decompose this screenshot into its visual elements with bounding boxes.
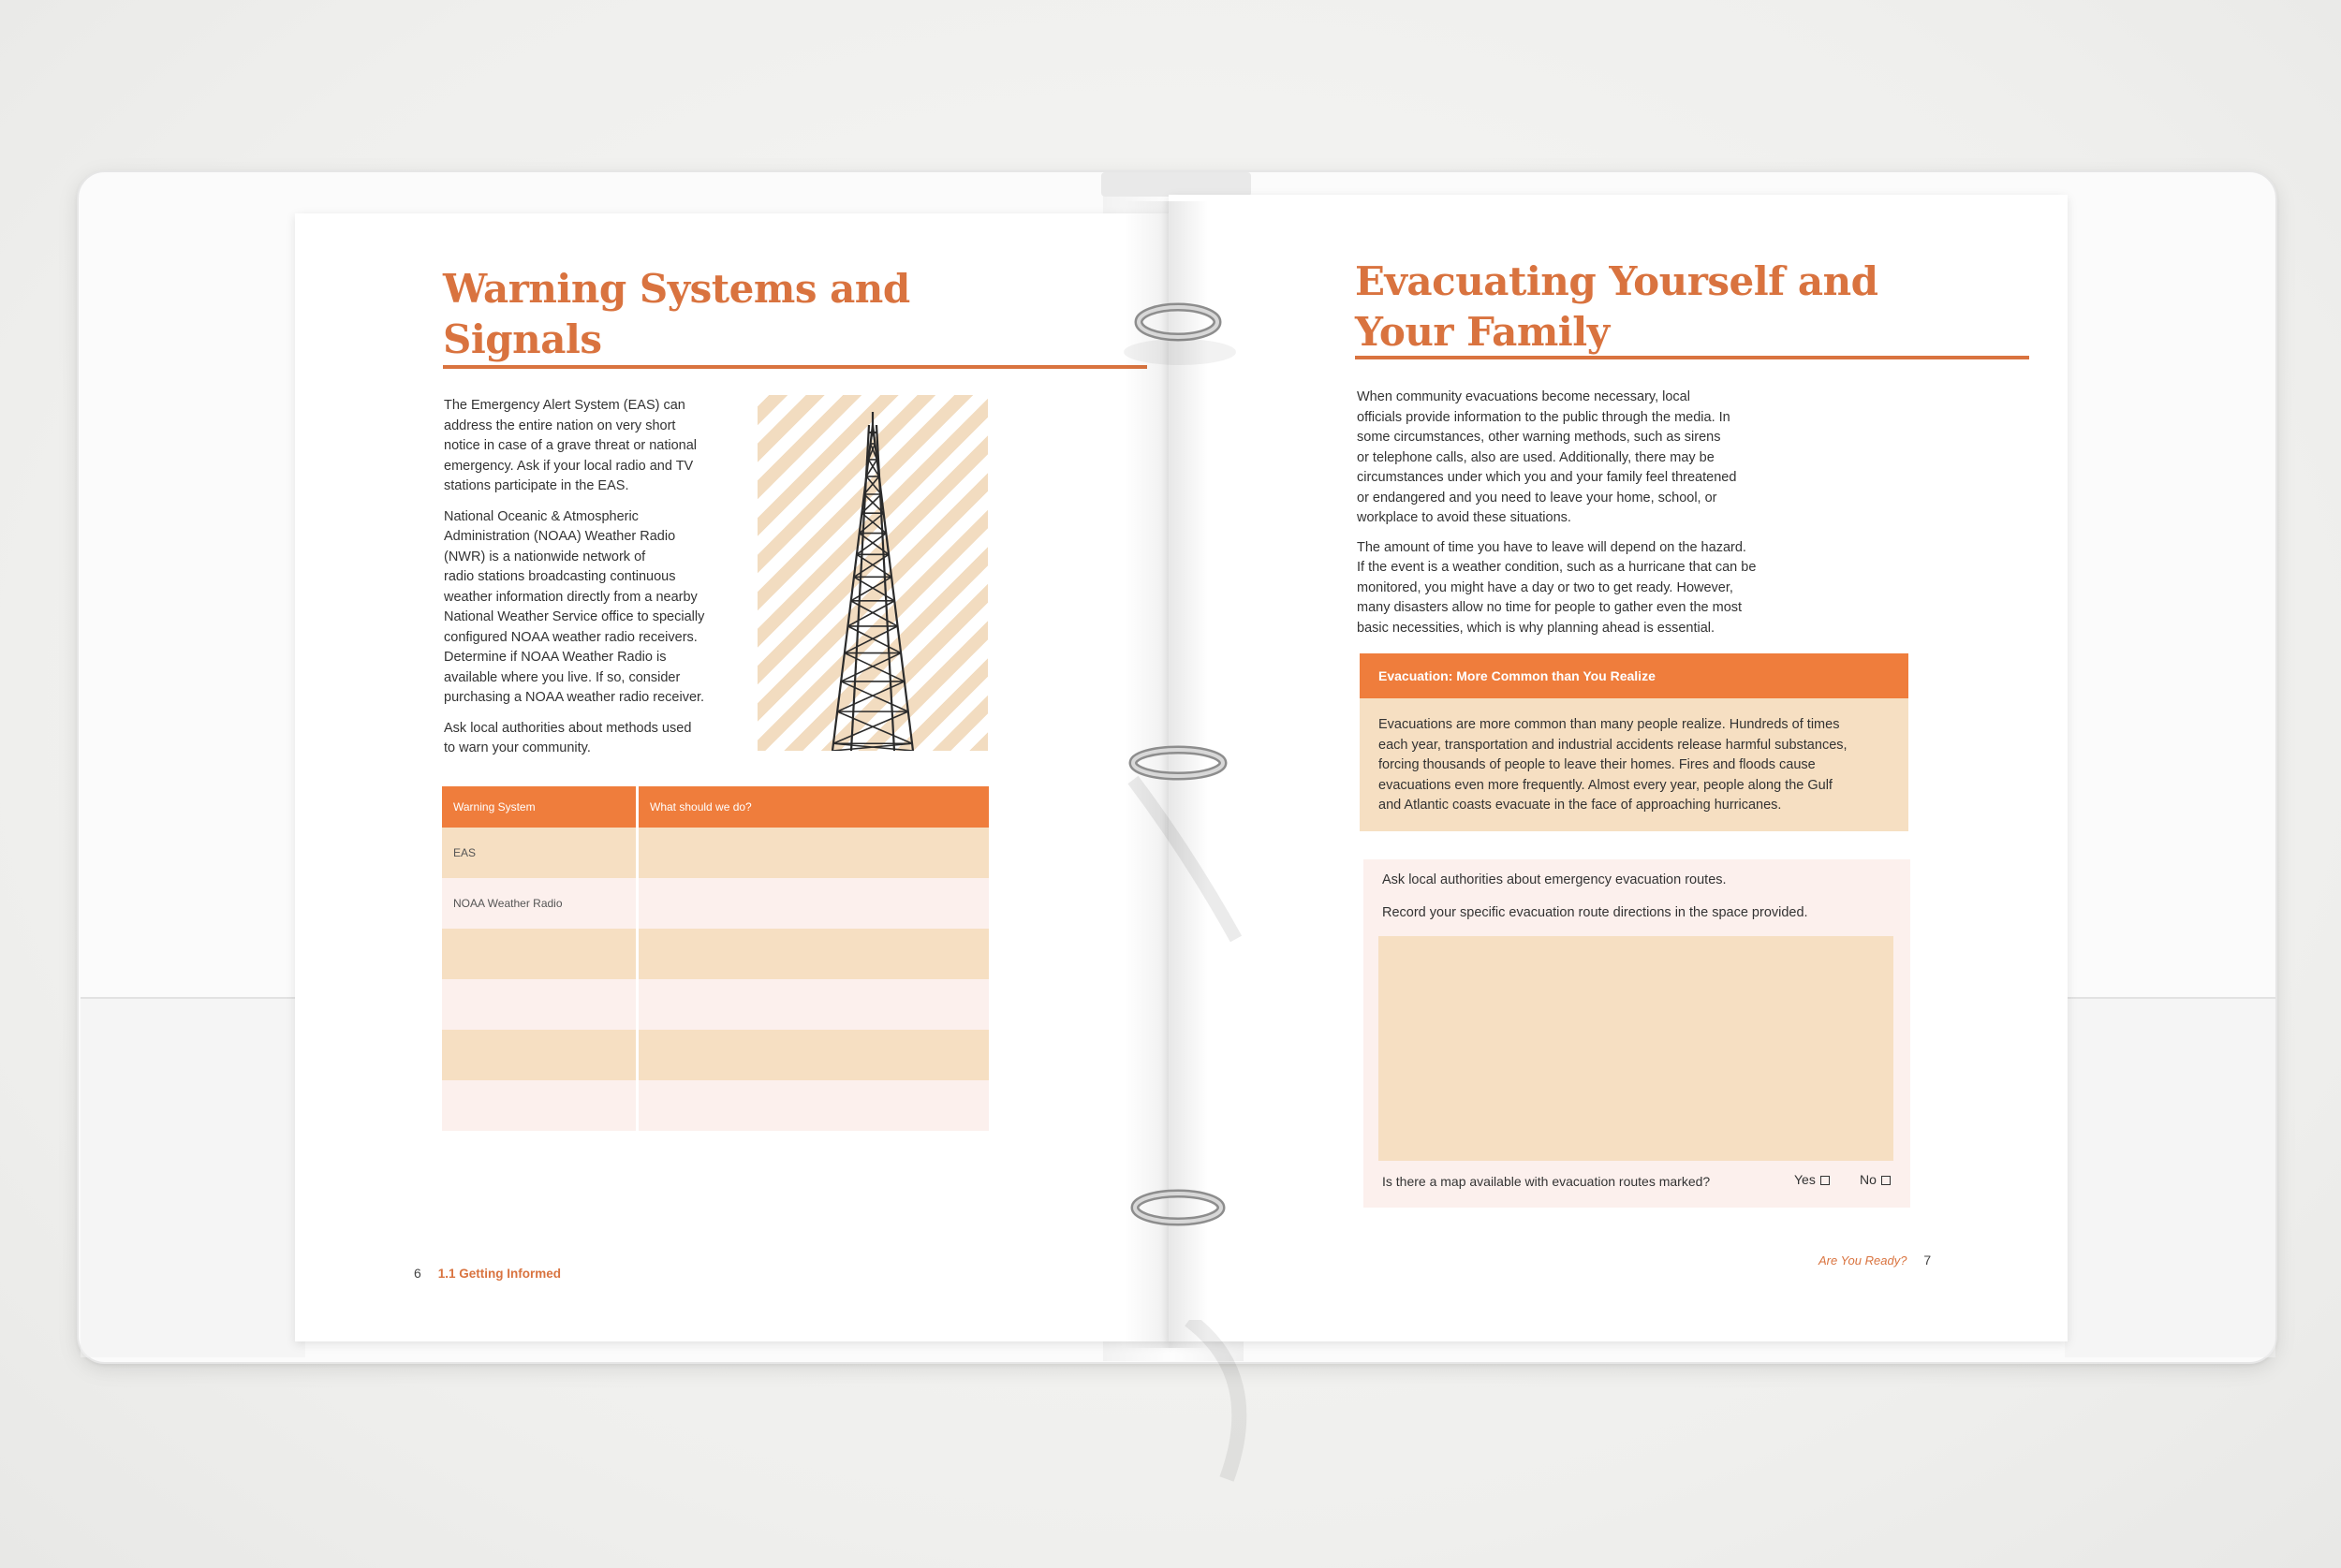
table-cell-system: NOAA Weather Radio [442,878,639,929]
eas-paragraph: The Emergency Alert System (EAS) can address the entire nation on very short notice in case of a grave threat or national emergency. Ask if your local radio and TV stations participate in the EAS. [444,398,698,493]
tower-strut [837,681,905,711]
table-row[interactable] [442,828,989,878]
table-cell-system[interactable] [442,979,639,1030]
map-question: Is there a map available with evacuation routes marked? [1382,1174,1711,1189]
tower-strut [833,711,908,743]
table-cell-action[interactable] [639,979,989,1030]
right-title-line2: Your Family [1355,309,1610,355]
table-header-what-to-do: What should we do? [650,800,752,813]
left-page-footer [414,1266,561,1281]
callout-body: Evacuations are more common than many people realize. Hundreds of times each year, transportation and industrial accidents release harmful substances, forcing thousands of people to leave their homes. Fires and floods cause evacuations even more frequently. Almost every year, people along the Gulf and Atlantic coasts evacuate in the face of approaching hurricanes. [1360,698,1908,831]
noaa-paragraph: National Oceanic & Atmospheric Administration (NOAA) Weather Radio (NWR) is a nationwide network of radio stations broadcasting continuous weather information directly from a nearby National Weather Service office to specially configured NOAA weather radio receivers. Determine if NOAA Weather Radio is available where you live. If so, consider purchasing a NOAA weather radio receiver. [444,508,705,705]
table-header-warning-system: Warning System [442,786,639,828]
table-cell-system[interactable] [442,929,639,979]
tower-strut [845,653,905,681]
right-title-line1: Evacuating Yourself and [1355,258,1878,304]
table-cell-action[interactable] [639,1080,989,1131]
table-row[interactable] [442,979,989,1030]
tower-strut [860,534,889,555]
right-page-footer [1818,1253,1931,1268]
binder-ring-middle [1105,742,1245,958]
table-cell-action[interactable] [639,878,989,929]
route-instruction-2: Record your specific evacuation route directions in the space provided. [1382,905,1808,920]
right-body-text [1357,388,1844,649]
right-pocket [2065,997,2275,1357]
right-page-number: 7 [1923,1253,1932,1268]
tower-strut [857,534,886,555]
left-title-line2: Signals [443,316,602,362]
left-page-number: 6 [414,1266,421,1281]
table-cell-action[interactable] [639,1030,989,1080]
callout-title: Evacuation: More Common than You Realize [1360,653,1908,698]
table-cell-system[interactable] [442,1030,639,1080]
left-page-title [443,264,910,365]
table-cell-system: EAS [442,828,639,878]
no-checkbox[interactable] [1881,1176,1891,1185]
left-page [295,213,1170,1341]
table-cell-action[interactable] [639,929,989,979]
yes-label: Yes [1794,1172,1816,1187]
table-cell-action[interactable] [639,828,989,878]
left-section-name: 1.1 Getting Informed [437,1267,561,1281]
tower-strut [837,711,912,743]
left-title-rule [443,365,1147,369]
binder-ring-bottom [1105,1187,1245,1262]
no-option[interactable] [1860,1172,1891,1187]
book-title: Are You Ready? [1818,1253,1907,1268]
yes-option[interactable] [1794,1172,1830,1187]
tower-strut [841,681,908,711]
no-label: No [1860,1172,1877,1187]
right-page-title [1355,256,1877,358]
route-instruction-1: Ask local authorities about emergency evacuation routes. [1382,872,1727,887]
table-row[interactable] [442,1080,989,1131]
route-directions-field[interactable] [1378,936,1893,1161]
radio-tower-illustration [758,395,988,751]
right-title-rule [1355,356,2029,359]
time-to-leave-paragraph: The amount of time you have to leave will depend on the hazard. If the event is a weather condition, such as a hurricane that can be monitored, you might have a day or two to get ready. However, many disasters allow no time for people to gather even the most basic necessities, which is why planning ahead is essential. [1357,539,1757,636]
left-pocket [81,997,305,1357]
table-row[interactable] [442,929,989,979]
table-header [442,786,989,828]
evacuation-intro-paragraph: When community evacuations become necessary, local officials provide information to the public through the media. In some circumstances, other warning methods, such as sirens or telephone calls, also are used. Additionally, there may be circumstances under which you and your family feel threatened or endangered and you need to leave your home, school, or workplace to avoid these situations. [1357,389,1737,525]
ring-shadow [1152,1320,1292,1488]
left-body-text [444,396,744,769]
yes-checkbox[interactable] [1820,1176,1830,1185]
left-title-line1: Warning Systems and [443,266,910,312]
table-row[interactable] [442,878,989,929]
ask-authorities-paragraph: Ask local authorities about methods used to warn your community. [444,720,692,755]
radio-tower-icon [758,395,988,751]
table-cell-system[interactable] [442,1080,639,1131]
tower-strut [841,653,901,681]
evacuation-route-worksheet [1363,859,1910,1208]
table-row[interactable] [442,1030,989,1080]
ring-mechanism-top [1101,172,1251,197]
binder-ring-top [1105,298,1245,373]
warning-system-table [442,786,989,1131]
